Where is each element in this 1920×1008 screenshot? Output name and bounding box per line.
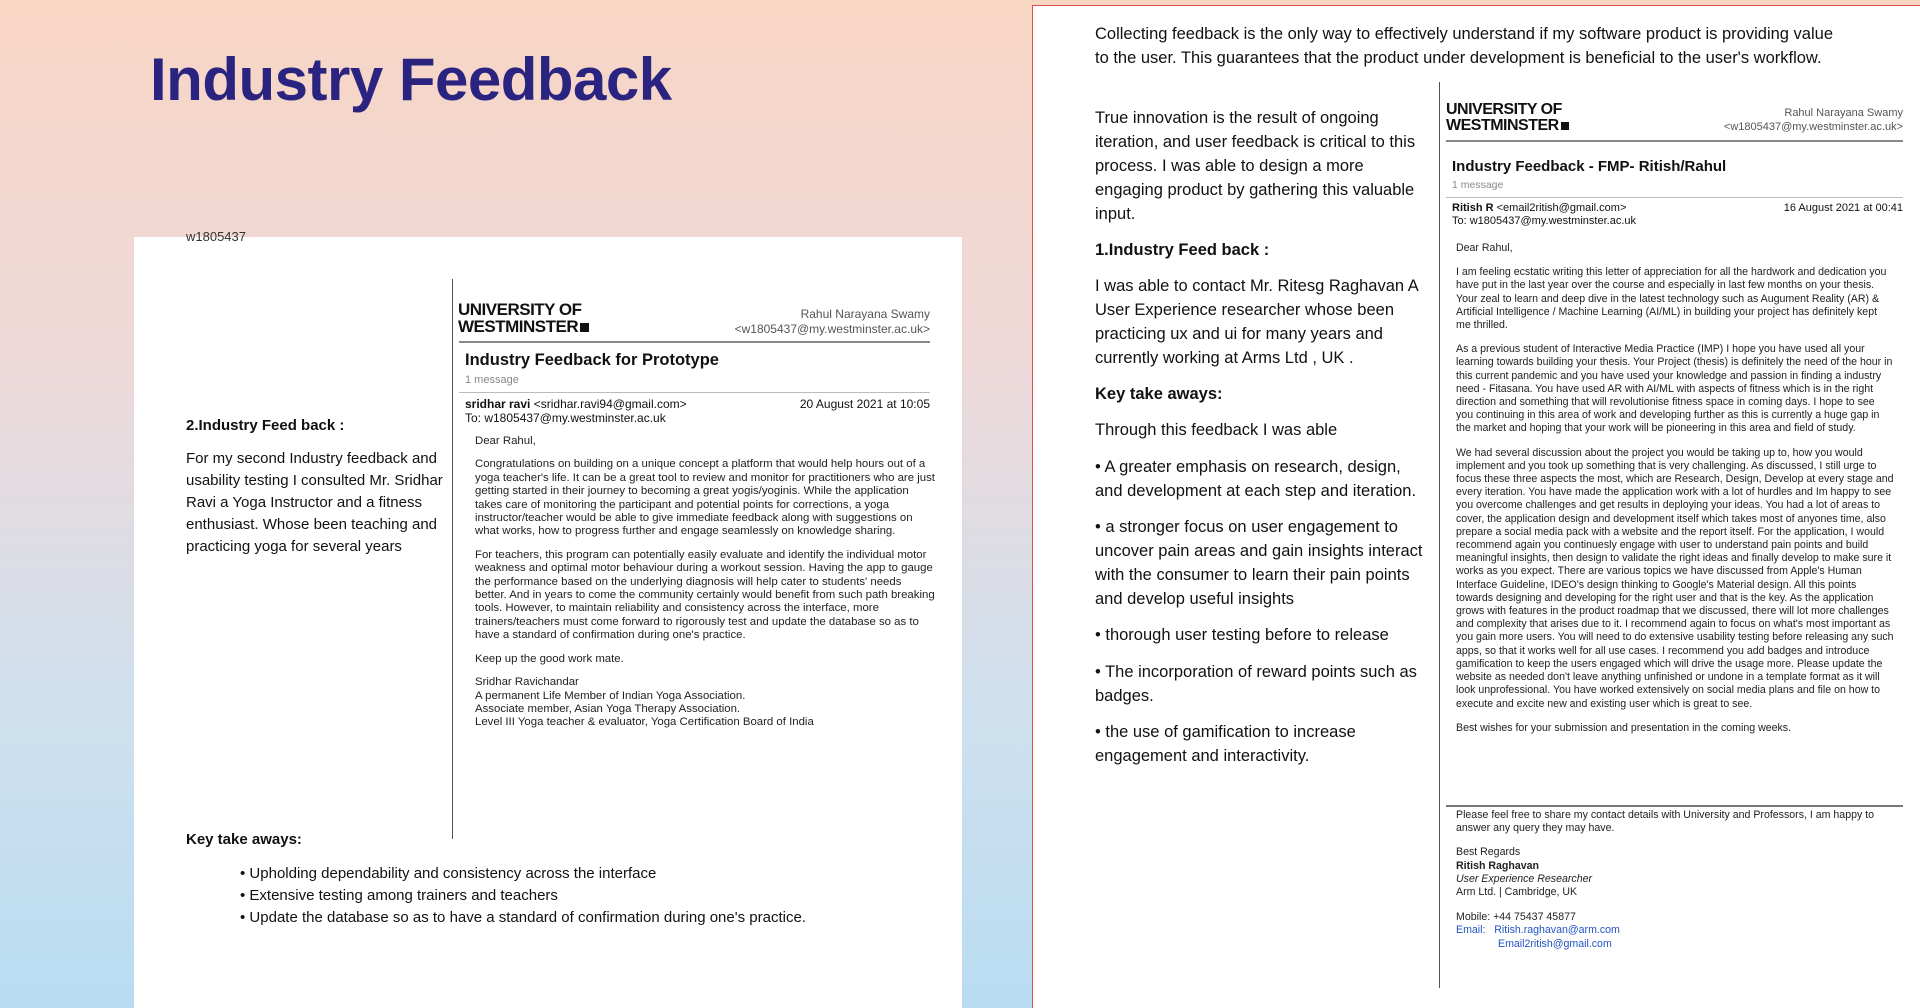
logo-line2: WESTMINSTER bbox=[458, 317, 579, 336]
right-heading: 1.Industry Feed back : bbox=[1095, 241, 1270, 259]
email-signature bbox=[475, 676, 935, 730]
signature-company: Arm Ltd. | Cambridge, UK bbox=[1456, 886, 1578, 899]
footer-note: Please feel free to share my contact details with University and Professors, I am happy to answer any query they may have. bbox=[1456, 809, 1875, 835]
email-link-personal[interactable]: Email2ritish@gmail.com bbox=[1498, 937, 1612, 950]
mailbox-user-name: Rahul Narayana Swamy bbox=[800, 307, 930, 321]
right-takeaways-intro: Through this feedback I was able bbox=[1095, 421, 1338, 439]
from-email: <email2ritish@gmail.com> bbox=[1496, 202, 1627, 214]
email-link-work[interactable]: Ritish.raghavan@arm.com bbox=[1494, 924, 1620, 937]
slide-title: Industry Feedback bbox=[150, 46, 672, 113]
right-intro-paragraph-2: True innovation is the result of ongoing iteration, and user feedback is critical to this process. I was able to design a more engaging product by gathering this valuable input. bbox=[1095, 109, 1416, 223]
regards: Best Regards bbox=[1456, 846, 1521, 859]
body-paragraph: I am feeling ecstatic writing this letter of appreciation for all the hardwork and dedication you have put in the last year over the course and especially in last few months on your thesis. Your zeal to learn and deep dive in the latest technology such as Augument Reality (AR) & Artificial Intelligence / Machine Learning (AI/ML) in building your project has definitely kept me thrilled. bbox=[1456, 266, 1887, 332]
signature-title: User Experience Researcher bbox=[1456, 872, 1593, 885]
signature-line: Sridhar Ravichandar bbox=[475, 676, 579, 689]
email-subject: Industry Feedback - FMP- Ritish/Rahul bbox=[1452, 158, 1727, 175]
email-date: 16 August 2021 at 00:41 bbox=[1783, 202, 1903, 214]
signature-line: A permanent Life Member of Indian Yoga Association. bbox=[475, 689, 746, 702]
right-takeaways-heading: Key take aways: bbox=[1095, 385, 1223, 403]
mailbox-user bbox=[735, 307, 930, 337]
email-date: 20 August 2021 at 10:05 bbox=[799, 397, 930, 411]
left-document-panel bbox=[134, 229, 962, 1008]
email-from bbox=[1452, 202, 1626, 214]
signature-mobile: Mobile: +44 75437 45877 bbox=[1456, 911, 1576, 924]
message-count: 1 message bbox=[465, 374, 519, 386]
left-takeaways-heading: Key take aways: bbox=[186, 831, 302, 848]
right-intro-paragraph-1: Collecting feedback is the only way to effectively understand if my software product is providing value to the user. This guarantees that the product under development is beneficial to the user's workflow. bbox=[1095, 25, 1833, 67]
body-paragraph: Best wishes for your submission and presentation in the coming weeks. bbox=[1456, 721, 1792, 734]
body-paragraph: For teachers, this program can potentially easily evaluate and identify the individual motor weakness and optimal motor behaviour during a workout session. Having the app to gauge the performance based on the underlying diagnosis will help cater to students' needs better. And in years to come the community certainly would benefit from such path breaking tools. However, to maintain reliability and consistency across the interface, more trainers/teachers must come forward to rigorously test and update the database so as to have a standard of confirmation during one's practice. bbox=[475, 548, 935, 642]
mailbox-user bbox=[1724, 106, 1903, 134]
right-takeaway-item: • the use of gamification to increase engagement and interactivity. bbox=[1095, 723, 1356, 765]
right-takeaway-item: • a stronger focus on user engagement to uncover pain areas and gain insights interact with the consumer to learn their pain points and develop useful insights bbox=[1095, 518, 1423, 608]
body-paragraph: Dear Rahul, bbox=[1456, 242, 1513, 254]
email-body bbox=[1456, 242, 1894, 746]
left-paragraph: For my second Industry feedback and usability testing I consulted Mr. Sridhar Ravi a Yoga Instructor and a fitness enthusiast. Whose been teaching and practicing yoga for several years bbox=[186, 450, 443, 555]
cut-off-text: w1805437 bbox=[186, 229, 246, 244]
signature-name: Ritish Raghavan bbox=[1456, 859, 1540, 872]
takeaway-item: • Upholding dependability and consistency across the interface bbox=[240, 863, 806, 885]
email-screenshot-ritish bbox=[1439, 82, 1913, 988]
university-logo bbox=[1446, 102, 1569, 134]
takeaway-item: • Extensive testing among trainers and teachers bbox=[240, 885, 806, 907]
logo-square-icon bbox=[580, 323, 589, 332]
email-body bbox=[475, 435, 935, 730]
signature-line: Associate member, Asian Yoga Therapy Association. bbox=[475, 702, 741, 715]
left-takeaways-list bbox=[240, 863, 806, 929]
email-to: To: w1805437@my.westminster.ac.uk bbox=[465, 411, 666, 425]
university-logo bbox=[458, 301, 589, 335]
right-takeaway-item: • thorough user testing before to release bbox=[1095, 626, 1389, 644]
right-document-panel bbox=[1032, 5, 1920, 1008]
logo-line1: UNIVERSITY OF bbox=[1446, 101, 1562, 118]
mailbox-user-email: <w1805437@my.westminster.ac.uk> bbox=[1723, 121, 1903, 133]
message-count: 1 message bbox=[1452, 179, 1504, 191]
logo-line2-wrap bbox=[458, 318, 589, 335]
header-rule bbox=[459, 341, 930, 343]
logo-line2: WESTMINSTER bbox=[1446, 117, 1559, 134]
from-name: sridhar ravi bbox=[465, 397, 531, 411]
subject-rule bbox=[459, 392, 930, 393]
email-subject: Industry Feedback for Prototype bbox=[465, 351, 719, 369]
subject-rule bbox=[1446, 197, 1903, 198]
logo-line1: UNIVERSITY OF bbox=[458, 300, 582, 319]
from-email: <sridhar.ravi94@gmail.com> bbox=[533, 397, 687, 411]
email-label: Email: bbox=[1456, 924, 1486, 937]
body-paragraph: Dear Rahul, bbox=[475, 435, 536, 447]
body-paragraph: As a previous student of Interactive Media Practice (IMP) I hope you have used all your learning towards building your thesis. Your Project (thesis) is definitely the need of the hour in this current pandemic and you have used your knowledge and passion in finding a industry need - Fitasana. You have used AR with AI/ML with aspects of fitness which is in the right direction and something that will revolutionise fitness space in coming days. I hope to see you continuing in this area of work and developing further as this is currently a huge gap in the market and hoping that your work will be pioneering in this area and field of study. bbox=[1456, 343, 1893, 435]
email-from bbox=[465, 397, 687, 411]
email-to: To: w1805437@my.westminster.ac.uk bbox=[1452, 215, 1636, 227]
body-paragraph: We had several discussion about the project you would be taking up to, how you would implement and you took up something that is very challenging. As discussed, I still urge to focus these three aspects the most, which are Research, Design, Develop at every stage and every iteration. You have made the application work with a lot of hurdles and Im happy to see you overcome challenges and get results in deploying your ideas. You had a lot of areas to cover, the application design and development itself which takes most of anyones time, also prepare a social media pack with a website and the report itself. For the application, I would recommend again you continuesly engage with user to understand pain points and build meaningful insights, then design to validate the right ideas and finally develop to make sure it works as you expect. There are various topics we have discussed from Apple's Human Interface Guideline, IDEO's design thinking to Google's Material design. All this points towards designing and developing for the right user and that is the key. As the application grows with features in the product roadmap that we discussed, there will lot more challenges and complexity that arises due to it. I recommend again to focus on what's most important as you gain more users. You will need to do extensive usability testing before releasing any such apps, so that it works well for all use cases. I recommend you add badges and introduce gamification to keep the users engaged which will drive the usage more. Please update the website as needed don't leave anything unfinished or undone in a template format as it will look unprofessional. You have worked extensively on social media plans and file on how to execute and excite new and existing user which is great to see. bbox=[1456, 446, 1894, 710]
body-paragraph: Keep up the good work mate. bbox=[475, 652, 624, 665]
right-takeaway-item: • A greater emphasis on research, design, and development at each step and iteration. bbox=[1095, 458, 1417, 500]
body-paragraph: Congratulations on building on a unique concept a platform that would help hours out of a yoga teacher's life. It can be a great tool to review and monitor for practitioners who are just getting started in their journey to becoming a great yogis/yoginis. While the application takes care of monitoring the participant and potential points for corrections, a yoga instructor/teacher would be able to give immediate feedback along with suggestions on what works, how to progress further and engage seamlessly on knowledge sharing. bbox=[475, 458, 935, 538]
email-footer bbox=[1456, 809, 1894, 951]
left-heading: 2.Industry Feed back : bbox=[186, 417, 345, 434]
header-rule bbox=[1446, 140, 1903, 142]
signature-emails bbox=[1456, 924, 1894, 937]
takeaway-item: • Update the database so as to have a standard of confirmation during one's practice. bbox=[240, 907, 806, 929]
right-takeaway-item: • The incorporation of reward points such as badges. bbox=[1095, 663, 1417, 705]
logo-line2-wrap bbox=[1446, 118, 1569, 134]
right-contact-paragraph: I was able to contact Mr. Ritesg Raghavan A User Experience researcher whose been practicing ux and ui for many years and currently working at Arms Ltd , UK . bbox=[1095, 277, 1418, 367]
footer-rule bbox=[1446, 805, 1903, 807]
mailbox-user-name: Rahul Narayana Swamy bbox=[1784, 107, 1903, 119]
mailbox-user-email: <w1805437@my.westminster.ac.uk> bbox=[734, 322, 930, 336]
from-name: Ritish R bbox=[1452, 202, 1494, 214]
email-screenshot-sridhar bbox=[452, 279, 950, 839]
logo-square-icon bbox=[1561, 122, 1569, 130]
signature-line: Level III Yoga teacher & evaluator, Yoga Certification Board of India bbox=[475, 716, 814, 729]
